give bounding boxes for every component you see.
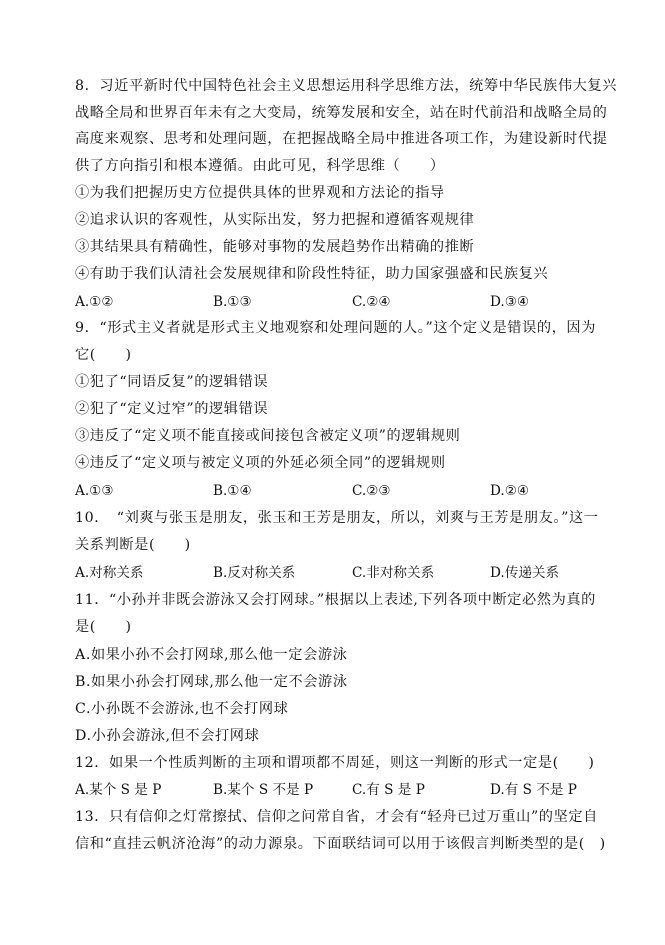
- option-d: D.③④: [490, 294, 530, 310]
- question-10-stem-line-1: 10． “刘爽与张玉是朋友，张玉和王芳是朋友，所以，刘爽与王芳是朋友。”这一: [75, 510, 599, 526]
- question-9-statement-3: ③违反了“定义项不能直接或间接包含被定义项”的逻辑规则: [75, 428, 461, 444]
- question-11-option-b: B.如果小孙会打网球,那么他一定不会游泳: [75, 674, 348, 690]
- question-11-option-d: D.小孙会游泳,但不会打网球: [75, 728, 260, 744]
- question-10-options: [75, 563, 595, 583]
- option-b: B.反对称关系: [213, 565, 296, 581]
- question-8-statement-4: ④有助于我们认清社会发展规律和阶段性特征，助力国家强盛和民族复兴: [75, 266, 549, 282]
- question-13-stem-line-1: 13．只有信仰之灯常擦拭、信仰之问常自省，才会有“轻舟已过万重山”的坚定自: [75, 809, 598, 825]
- question-8-stem-line-4: 供了方向指引和根本遵循。由此可见，科学思维（ ）: [75, 158, 445, 174]
- option-a: A.某个 S 是 P: [75, 782, 162, 798]
- question-10-stem-line-2: 关系判断是( ): [75, 537, 191, 553]
- option-b: B.某个 S 不是 P: [213, 782, 314, 798]
- option-b: B.①③: [213, 294, 252, 310]
- question-9-statement-1: ①犯了“同语反复”的逻辑错误: [75, 374, 269, 390]
- question-13-stem-line-2: 信和“直挂云帆济沧海”的动力源泉。下面联结词可以用于该假言判断类型的是( ): [75, 836, 606, 852]
- option-c: C.有 S 是 P: [352, 782, 425, 798]
- option-b: B.①④: [213, 483, 252, 499]
- option-c: C.②③: [352, 483, 391, 499]
- question-8-stem-line-2: 战略全局和世界百年未有之大变局，统筹发展和安全，站在时代前沿和战略全局的: [75, 105, 608, 121]
- question-9-statement-4: ④违反了“定义项与被定义项的外延必须全同”的逻辑规则: [75, 455, 446, 471]
- option-a: A.对称关系: [75, 565, 144, 581]
- question-12-options: [75, 780, 595, 800]
- question-11-stem-line-1: 11．“小孙并非既会游泳又会打网球。”根据以上表述,下列各项中断定必然为真的: [75, 592, 596, 608]
- question-8-options: [75, 292, 595, 312]
- question-11-option-c: C.小孙既不会游泳,也不会打网球: [75, 701, 289, 717]
- question-8-stem-line-1: 8．习近平新时代中国特色社会主义思想运用科学思维方法，统筹中华民族伟大复兴: [75, 78, 617, 94]
- option-c: C.非对称关系: [352, 565, 435, 581]
- question-8-stem-line-3: 高度来观察、思考和处理问题，在把握战略全局中推进各项工作，为建设新时代提: [75, 131, 608, 147]
- option-a: A.①②: [75, 294, 114, 310]
- option-a: A.①③: [75, 483, 114, 499]
- question-11-option-a: A.如果小孙不会打网球,那么他一定会游泳: [75, 647, 348, 663]
- question-8-statement-3: ③其结果具有精确性，能够对事物的发展趋势作出精确的推断: [75, 239, 475, 255]
- question-9-stem-line-2: 它( ): [75, 347, 132, 363]
- question-11-stem-line-2: 是( ): [75, 619, 132, 635]
- option-d: D.有 S 不是 P: [490, 782, 577, 798]
- option-d: D.②④: [490, 483, 530, 499]
- question-9-options: [75, 481, 595, 501]
- option-d: D.传递关系: [490, 565, 560, 581]
- question-9-statement-2: ②犯了“定义过窄”的逻辑错误: [75, 401, 269, 417]
- question-8-statement-2: ②追求认识的客观性，从实际出发，努力把握和遵循客观规律: [75, 212, 475, 228]
- question-9-stem-line-1: 9．“形式主义者就是形式主义地观察和处理问题的人。”这个定义是错误的，因为: [75, 320, 597, 336]
- question-12-stem-line-1: 12．如果一个性质判断的主项和谓项都不周延，则这一判断的形式一定是( ): [75, 755, 595, 771]
- question-8-statement-1: ①为我们把握历史方位提供具体的世界观和方法论的指导: [75, 185, 445, 201]
- option-c: C.②④: [352, 294, 391, 310]
